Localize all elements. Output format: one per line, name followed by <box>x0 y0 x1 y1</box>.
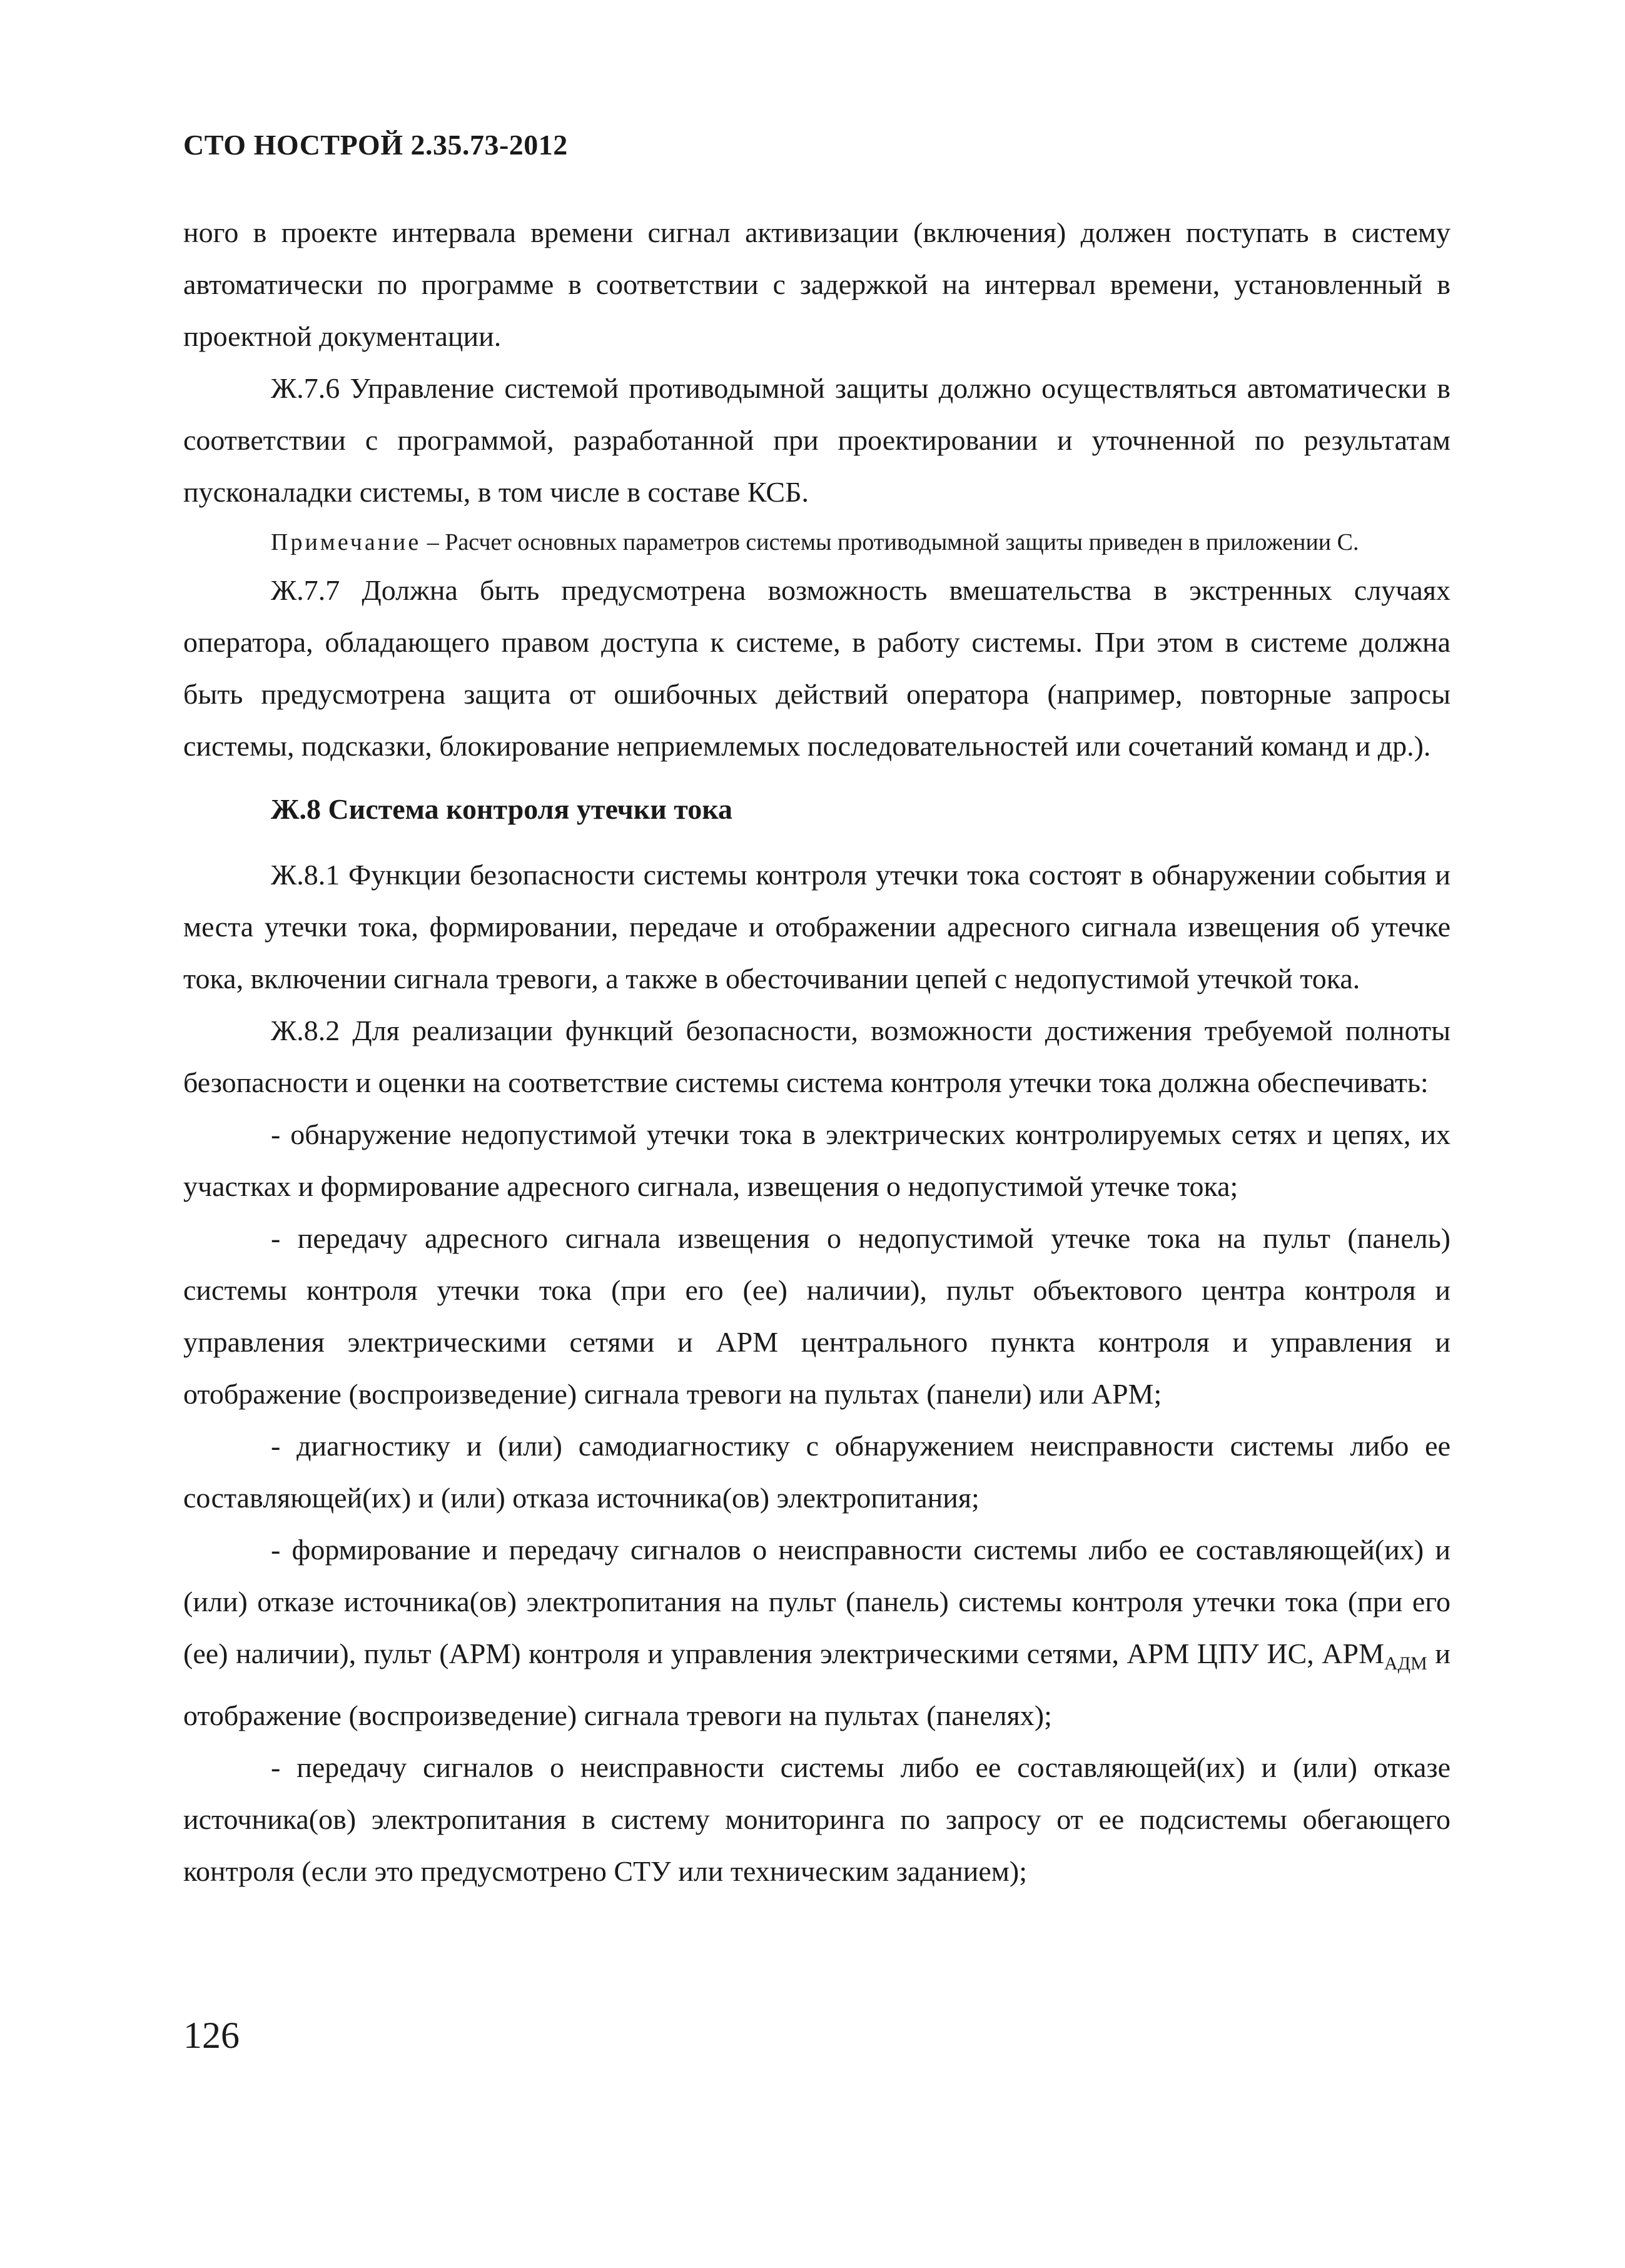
list-item-monitoring-transfer: - передачу сигналов о неисправности системы либо ее составляющей(их) и (или) отказе источника(ов) электропитания в систему мониторинга по запросу от ее подсистемы обегающего контроля (если это предусмотрено СТУ или техническим заданием); <box>183 1751 1450 1887</box>
note-label: Примечание <box>271 529 422 555</box>
paragraph-zh-7-7: Ж.7.7 Должна быть предусмотрена возможность вмешательства в экстренных случаях оператора, обладающего правом доступа к системе, в работу системы. При этом в системе должна быть предусмотрена защита от ошибочных действий оператора (например, повторные запросы системы, подсказки, блокирование неприемлемых последовательностей или сочетаний команд и др.). <box>183 574 1450 762</box>
note-text: – Расчет основных параметров системы противодымной защиты приведен в приложении С. <box>421 529 1359 555</box>
document-header: СТО НОСТРОЙ 2.35.73-2012 <box>183 129 568 161</box>
paragraph-zh-8-2: Ж.8.2 Для реализации функций безопасности, возможности достижения требуемой полноты безопасности и оценки на соответствие системы система контроля утечки тока должна обеспечивать: <box>183 1015 1450 1098</box>
list-item-signal-transfer: - передачу адресного сигнала извещения о недопустимой утечке тока на пульт (панель) системы контроля утечки тока (при его (ее) наличии), пульт объектового центра контроля и управления электрическими сетями и АРМ центрального пункта контроля и управления и отображение (воспроизведение) сигнала тревоги на пультах (панели) или АРМ; <box>183 1222 1450 1410</box>
list-item-fault-signals-text: - формирование и передачу сигналов о неисправности системы либо ее составляющей(их) и (или) отказе источника(ов) электропитания на пульт (панель) системы контроля утечки тока (при его (ее) наличии), пульт (АРМ) контроля и управления электрическими сетями, АРМ ЦПУ ИС, АРМ <box>183 1534 1450 1669</box>
list-item-fault-signals-text-end: и отображение (воспроизведение) сигнала тревоги на пультах (панелях); <box>183 1638 1450 1731</box>
document-body <box>183 206 1450 1897</box>
paragraph-continuation: ного в проекте интервала времени сигнал активизации (включения) должен поступать в систему автоматически по программе в соответствии с задержкой на интервал времени, установленный в проектной документации. <box>183 216 1450 352</box>
paragraph-zh-7-6: Ж.7.6 Управление системой противодымной защиты должно осуществляться автоматически в соответствии с программой, разработанной при проектировании и уточненной по результатам пусконаладки системы, в том числе в составе КСБ. <box>183 372 1450 508</box>
note <box>183 522 1450 563</box>
page-number: 126 <box>183 2015 240 2056</box>
section-heading-zh-8: Ж.8 Система контроля утечки тока <box>271 793 732 825</box>
list-item-fault-signals <box>183 1524 1450 1741</box>
list-item-detection: - обнаружение недопустимой утечки тока в электрических контролируемых сетях и цепях, их участках и формирование адресного сигнала, извещения о недопустимой утечке тока; <box>183 1118 1450 1202</box>
paragraph-zh-8-1: Ж.8.1 Функции безопасности системы контроля утечки тока состоят в обнаружении события и места утечки тока, формировании, передаче и отображении адресного сигнала извещения об утечке тока, включении сигнала тревоги, а также в обесточивании цепей с недопустимой утечкой тока. <box>183 859 1450 995</box>
arm-subscript: АДМ <box>1384 1653 1427 1674</box>
list-item-diagnostics: - диагностику и (или) самодиагностику с обнаружением неисправности системы либо ее составляющей(их) и (или) отказа источника(ов) электропитания; <box>183 1430 1450 1514</box>
